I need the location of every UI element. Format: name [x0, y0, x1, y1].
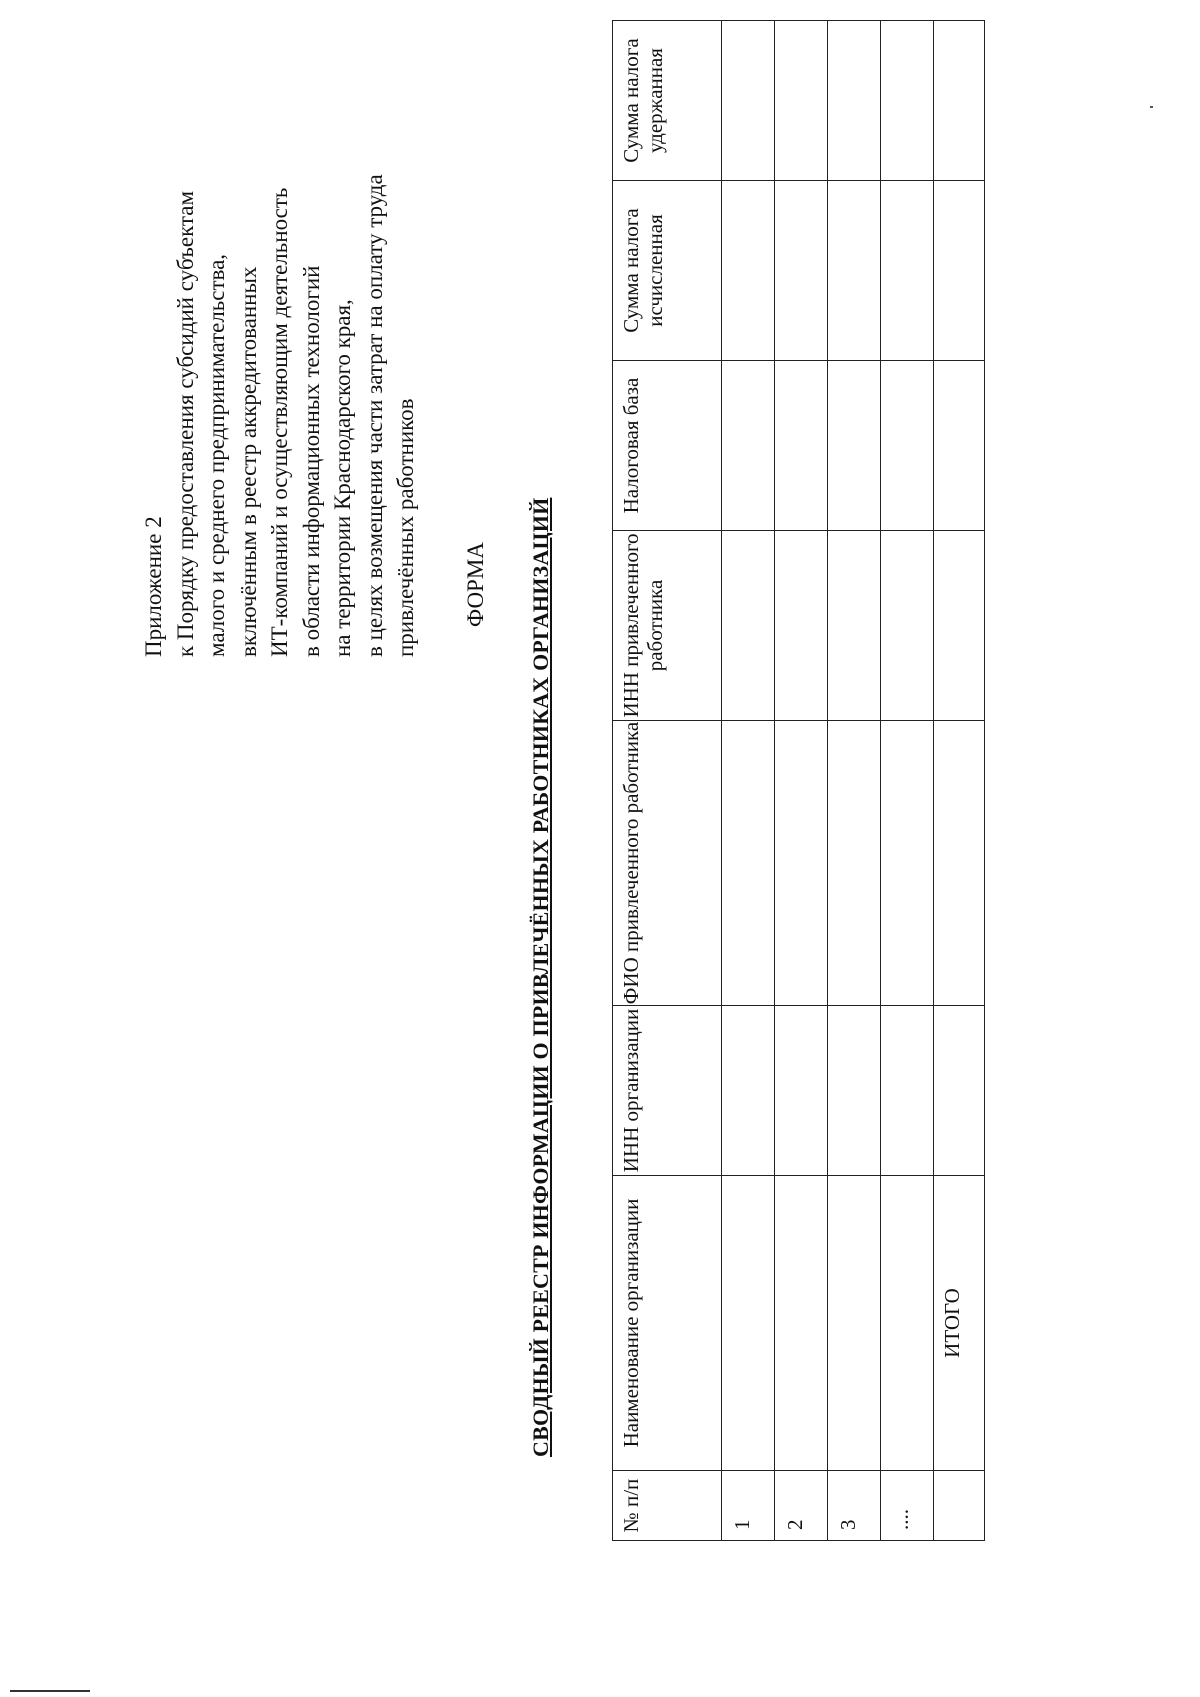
table-row: [722, 21, 775, 1541]
appendix-block: [138, 17, 422, 657]
table-cell: [775, 721, 828, 1006]
table-cell: [775, 531, 828, 721]
table-cell: [722, 531, 775, 721]
table-cell: [934, 1471, 985, 1541]
table-cell: [881, 361, 934, 531]
header-cell-tax-calculated: Сумма налога исчисленная: [613, 181, 722, 361]
table-cell: [881, 531, 934, 721]
table-cell: [828, 361, 881, 531]
table-cell: [934, 721, 985, 1006]
table-cell: [828, 721, 881, 1006]
table-cell: [934, 361, 985, 531]
table-cell: [722, 721, 775, 1006]
header-cell-tax-base: Налоговая база: [613, 361, 722, 531]
table-cell: [881, 721, 934, 1006]
table-cell: [881, 21, 934, 181]
table-cell: [722, 1176, 775, 1471]
table-cell: [881, 181, 934, 361]
table-cell: [934, 531, 985, 721]
table-cell: [881, 1176, 934, 1471]
table-cell: [934, 181, 985, 361]
table-cell: [828, 181, 881, 361]
row-number: 1: [722, 1471, 775, 1541]
appendix-line: малого и среднего предпринимательства,: [204, 253, 229, 657]
register-table: [612, 20, 985, 1541]
table-cell: [722, 1006, 775, 1176]
table-cell: [828, 531, 881, 721]
table-cell: [881, 1006, 934, 1176]
table-cell: [722, 181, 775, 361]
appendix-line: к Порядку предоставления субсидий субъектам: [172, 190, 198, 657]
header-cell-org-inn: ИНН организации: [613, 1006, 722, 1176]
appendix-line: привлечённых работников: [393, 398, 418, 657]
appendix-line: ИТ-компаний и осуществляющим деятельность: [267, 187, 292, 657]
table-row: [828, 21, 881, 1541]
row-number: 2: [775, 1471, 828, 1541]
appendix-line: в целях возмещения части затрат на оплату труда: [361, 174, 387, 657]
row-number: 3: [828, 1471, 881, 1541]
table-cell: [775, 1176, 828, 1471]
header-cell-org-name: Наименование организации: [613, 1176, 722, 1471]
table-cell: [934, 21, 985, 181]
table-header-row: [613, 21, 722, 1541]
header-cell-number: № п/п: [613, 1471, 722, 1541]
appendix-line: в области информационных технологий: [298, 265, 324, 657]
appendix-line: на территории Краснодарского края,: [330, 299, 355, 657]
table-row: [775, 21, 828, 1541]
row-number: ....: [881, 1471, 934, 1541]
table-row: [881, 21, 934, 1541]
table-cell: [934, 1006, 985, 1176]
document-title: СВОДНЫЙ РЕЕСТР ИНФОРМАЦИИ О ПРИВЛЕЧЁННЫХ РАБОТНИКАХ ОРГАНИЗАЦИЙ: [528, 497, 553, 1457]
total-label: ИТОГО: [934, 1176, 985, 1471]
table-cell: [828, 21, 881, 181]
table-cell: [775, 1006, 828, 1176]
table-cell: [722, 21, 775, 181]
header-cell-worker-name: ФИО привлеченного работника: [613, 721, 722, 1006]
table-cell: [775, 181, 828, 361]
table-cell: [775, 21, 828, 181]
header-cell-tax-withheld: Сумма налога удержанная: [613, 21, 722, 181]
header-cell-worker-inn: ИНН привлеченного работника: [613, 531, 722, 721]
footnote-rule: [10, 1690, 90, 1692]
appendix-line: включённым в реестр аккредитованных: [235, 266, 261, 657]
table-cell: [722, 361, 775, 531]
appendix-line: Приложение 2: [141, 516, 166, 657]
form-label: ФОРМА: [463, 542, 488, 627]
table-cell: [775, 361, 828, 531]
table-cell: [828, 1006, 881, 1176]
table-cell: [828, 1176, 881, 1471]
scan-speck: [1150, 106, 1153, 108]
table-total-row: [934, 21, 985, 1541]
